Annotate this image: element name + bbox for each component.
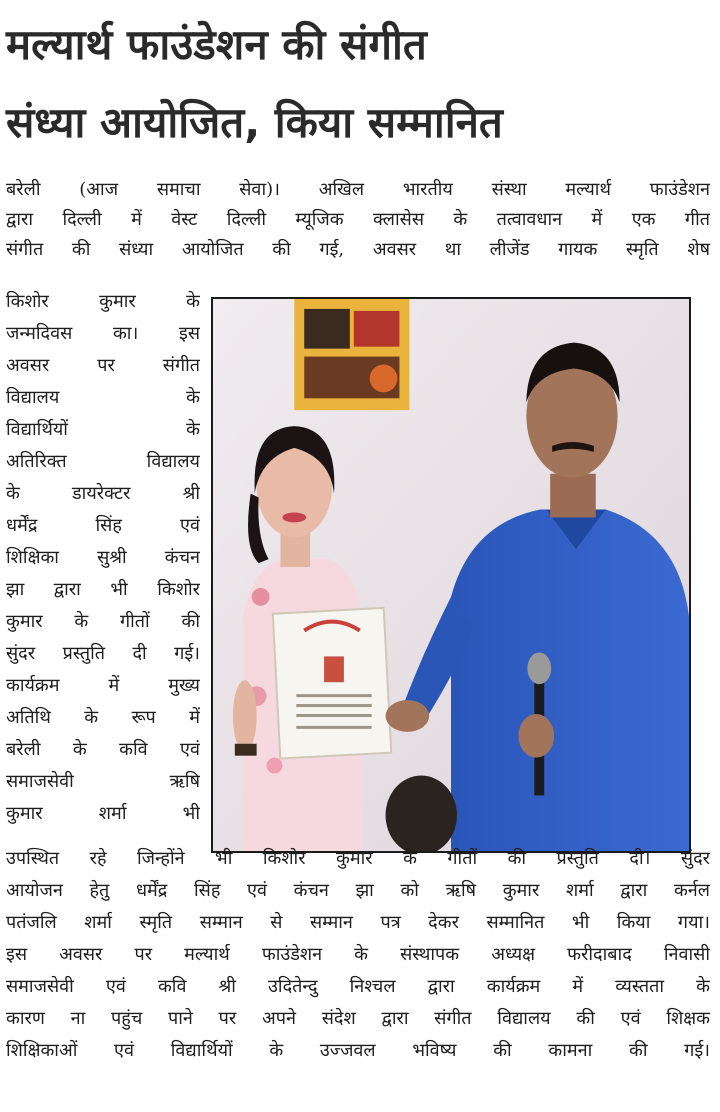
column-line: झा द्वारा भी किशोर: [6, 579, 200, 600]
headline-line-1: मल्यार्थ फाउंडेशन की संगीत: [6, 20, 427, 69]
column-line: विद्यार्थियों के: [6, 419, 200, 440]
column-line: सुंदर प्रस्तुति दी गई।: [6, 643, 200, 664]
column-line: अतिरिक्त विद्यालय: [6, 451, 200, 472]
wall-poster: [294, 299, 409, 410]
column-line: धर्मेंद्र सिंह एवं: [6, 515, 200, 536]
column-line: समाजसेवी ऋषि: [6, 771, 200, 792]
column-line: कार्यक्रम में मुख्य: [6, 675, 200, 696]
column-line: विद्यालय के: [6, 387, 200, 408]
closing-line: इस अवसर पर मल्यार्थ फाउंडेशन के संस्थापक अध्यक्ष फरीदाबाद निवासी: [6, 944, 710, 965]
column-line: अवसर पर संगीत: [6, 355, 200, 376]
closing-line: शिक्षिकाओं एवं विद्यार्थियों के उज्जवल भविष्य की कामना की गई।: [6, 1040, 710, 1061]
closing-line: कारण ना पहुंच पाने पर अपने संदेश द्वारा संगीत विद्यालय की एवं शिक्षक: [6, 1008, 710, 1029]
column-line: बरेली के कवि एवं: [6, 739, 200, 760]
intro-line: द्वारा दिल्ली में वेस्ट दिल्ली म्यूजिक क्लासेस के तत्वावधान में एक गीत: [6, 209, 710, 230]
closing-line: उपस्थित रहे जिन्होंने भी किशोर कुमार के गीतों की प्रस्तुति दी। सुंदर: [6, 848, 710, 869]
intro-line: बरेली (आज समाचा सेवा)। अखिल भारतीय संस्था मल्यार्थ फाउंडेशन: [6, 179, 710, 200]
column-line: अतिथि के रूप में: [6, 707, 200, 728]
column-line: कुमार के गीतों की: [6, 611, 200, 632]
column-line: कुमार शर्मा भी: [6, 803, 200, 824]
event-photo: [211, 297, 691, 853]
closing-line: समाजसेवी एवं कवि श्री उदितेन्दु निश्चल द्वारा कार्यक्रम में व्यस्तता के: [6, 976, 710, 997]
column-line: शिक्षिका सुश्री कंचन: [6, 547, 200, 568]
column-line: किशोर कुमार के: [6, 291, 200, 312]
column-line: के डायरेक्टर श्री: [6, 483, 200, 504]
closing-line: पतंजलि शर्मा स्मृति सम्मान से सम्मान पत्र देकर सम्मानित भी किया गया।: [6, 912, 710, 933]
closing-line: आयोजन हेतु धर्मेंद्र सिंह एवं कंचन झा को ऋषि कुमार शर्मा द्वारा कर्नल: [6, 880, 710, 901]
intro-line: संगीत की संध्या आयोजित की गई, अवसर था लीजेंड गायक स्मृति शेष: [6, 239, 710, 260]
headline-line-2: संध्या आयोजित, किया सम्मानित: [6, 98, 503, 147]
column-line: जन्मदिवस का। इस: [6, 323, 200, 344]
certificate: [273, 608, 391, 759]
